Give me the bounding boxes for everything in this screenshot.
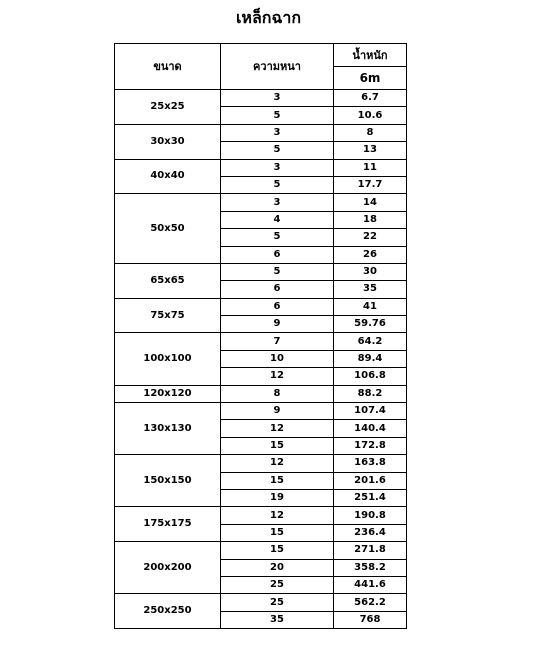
size-cell: 65x65: [115, 263, 221, 298]
thickness-cell: 5: [221, 176, 334, 193]
weight-cell: 163.8: [334, 455, 407, 472]
weight-cell: 10.6: [334, 107, 407, 124]
thickness-cell: 12: [221, 455, 334, 472]
weight-cell: 89.4: [334, 350, 407, 367]
size-cell: 120x120: [115, 385, 221, 402]
thickness-cell: 6: [221, 298, 334, 315]
weight-cell: 441.6: [334, 576, 407, 593]
weight-cell: 18: [334, 211, 407, 228]
weight-cell: 13: [334, 142, 407, 159]
weight-cell: 88.2: [334, 385, 407, 402]
weight-cell: 35: [334, 281, 407, 298]
thickness-cell: 6: [221, 246, 334, 263]
weight-cell: 562.2: [334, 594, 407, 611]
size-cell: 100x100: [115, 333, 221, 385]
table-row: [115, 333, 407, 350]
thickness-cell: 3: [221, 124, 334, 141]
table-row: [115, 263, 407, 280]
weight-cell: 64.2: [334, 333, 407, 350]
size-cell: 150x150: [115, 455, 221, 507]
weight-cell: 59.76: [334, 316, 407, 333]
thickness-cell: 15: [221, 542, 334, 559]
thickness-cell: 15: [221, 524, 334, 541]
page-title: เหล็กฉาก: [235, 8, 302, 27]
table-row: [115, 403, 407, 420]
weight-cell: 140.4: [334, 420, 407, 437]
thickness-cell: 5: [221, 229, 334, 246]
table-row: [115, 90, 407, 107]
thickness-cell: 5: [221, 142, 334, 159]
header-size: ขนาด: [115, 44, 221, 90]
size-cell: 75x75: [115, 298, 221, 333]
table-row: [115, 542, 407, 559]
size-cell: 250x250: [115, 594, 221, 629]
thickness-cell: 8: [221, 385, 334, 402]
weight-cell: 106.8: [334, 368, 407, 385]
thickness-cell: 5: [221, 263, 334, 280]
thickness-cell: 6: [221, 281, 334, 298]
weight-cell: 172.8: [334, 437, 407, 454]
thickness-cell: 15: [221, 437, 334, 454]
weight-cell: 26: [334, 246, 407, 263]
table-row: [115, 298, 407, 315]
thickness-cell: 7: [221, 333, 334, 350]
table-row: [115, 159, 407, 176]
thickness-cell: 12: [221, 368, 334, 385]
thickness-cell: 12: [221, 507, 334, 524]
table-row: [115, 194, 407, 211]
weight-cell: 190.8: [334, 507, 407, 524]
steel-angle-table: [114, 43, 407, 629]
size-cell: 25x25: [115, 90, 221, 125]
thickness-cell: 5: [221, 107, 334, 124]
weight-cell: 201.6: [334, 472, 407, 489]
size-cell: 40x40: [115, 159, 221, 194]
thickness-cell: 9: [221, 316, 334, 333]
size-cell: 130x130: [115, 403, 221, 455]
table-row: [115, 385, 407, 402]
weight-cell: 251.4: [334, 489, 407, 506]
weight-cell: 22: [334, 229, 407, 246]
weight-cell: 768: [334, 611, 407, 628]
table-row: [115, 124, 407, 141]
header-weight: น้ำหนัก: [334, 44, 407, 67]
thickness-cell: 25: [221, 576, 334, 593]
size-cell: 200x200: [115, 542, 221, 594]
thickness-cell: 3: [221, 194, 334, 211]
thickness-cell: 25: [221, 594, 334, 611]
size-cell: 30x30: [115, 124, 221, 159]
weight-cell: 14: [334, 194, 407, 211]
weight-cell: 6.7: [334, 90, 407, 107]
weight-cell: 271.8: [334, 542, 407, 559]
thickness-cell: 4: [221, 211, 334, 228]
thickness-cell: 12: [221, 420, 334, 437]
thickness-cell: 35: [221, 611, 334, 628]
weight-cell: 358.2: [334, 559, 407, 576]
size-cell: 50x50: [115, 194, 221, 264]
table-row: [115, 594, 407, 611]
thickness-cell: 3: [221, 90, 334, 107]
table-row: [115, 455, 407, 472]
weight-cell: 11: [334, 159, 407, 176]
weight-cell: 30: [334, 263, 407, 280]
header-thickness: ความหนา: [221, 44, 334, 90]
weight-cell: 8: [334, 124, 407, 141]
thickness-cell: 19: [221, 489, 334, 506]
thickness-cell: 20: [221, 559, 334, 576]
thickness-cell: 3: [221, 159, 334, 176]
weight-cell: 236.4: [334, 524, 407, 541]
weight-cell: 41: [334, 298, 407, 315]
weight-cell: 107.4: [334, 403, 407, 420]
thickness-cell: 10: [221, 350, 334, 367]
table-row: [115, 507, 407, 524]
thickness-cell: 9: [221, 403, 334, 420]
header-weight-unit: 6m: [334, 67, 407, 90]
size-cell: 175x175: [115, 507, 221, 542]
thickness-cell: 15: [221, 472, 334, 489]
weight-cell: 17.7: [334, 176, 407, 193]
